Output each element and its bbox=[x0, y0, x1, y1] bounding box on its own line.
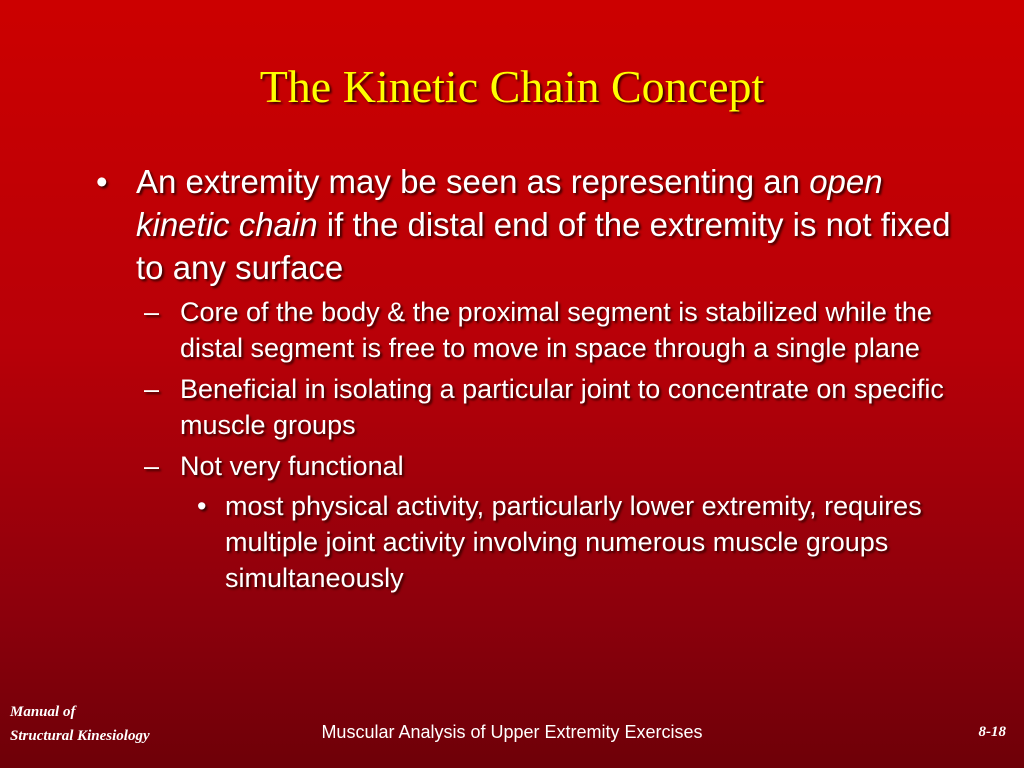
subsubbullet-physical-activity bbox=[197, 488, 985, 596]
bullet-marker: • bbox=[197, 491, 207, 521]
slide-title: The Kinetic Chain Concept bbox=[259, 61, 765, 112]
subbullet-core-stabilized bbox=[144, 294, 960, 366]
bullet-text-start: An extremity may be seen as representing an bbox=[136, 163, 810, 200]
dash-marker: – bbox=[144, 374, 160, 404]
footer-page-number: 8-18 bbox=[978, 724, 1006, 740]
bullet-text-emphasis: open kinetic chain bbox=[136, 163, 883, 243]
slide-content bbox=[0, 160, 1024, 596]
subbullet-beneficial-isolating bbox=[144, 371, 960, 443]
subbullet-text: Not very functional bbox=[180, 451, 404, 481]
subbullet-not-functional bbox=[144, 448, 960, 484]
dash-marker: – bbox=[144, 451, 160, 481]
bullet-open-kinetic-chain bbox=[96, 160, 956, 289]
subbullet-text: Beneficial in isolating a particular joint to concentrate on specific muscle groups bbox=[180, 374, 944, 440]
subsubbullet-text: most physical activity, particularly lower extremity, requires multiple joint activity involving numerous muscle groups simultaneously bbox=[225, 491, 922, 593]
bullet-marker: • bbox=[96, 163, 108, 200]
dash-marker: – bbox=[144, 297, 160, 327]
subbullet-text: Core of the body & the proximal segment is stabilized while the distal segment is free to move in space through a single plane bbox=[180, 297, 932, 363]
footer-chapter-title: Muscular Analysis of Upper Extremity Exercises bbox=[321, 722, 703, 742]
bullet-text-end: if the distal end of the extremity is not fixed to any surface bbox=[136, 206, 951, 286]
footer-book-line1: Manual of bbox=[10, 704, 76, 720]
footer-book-line2: Structural Kinesiology bbox=[10, 728, 150, 744]
